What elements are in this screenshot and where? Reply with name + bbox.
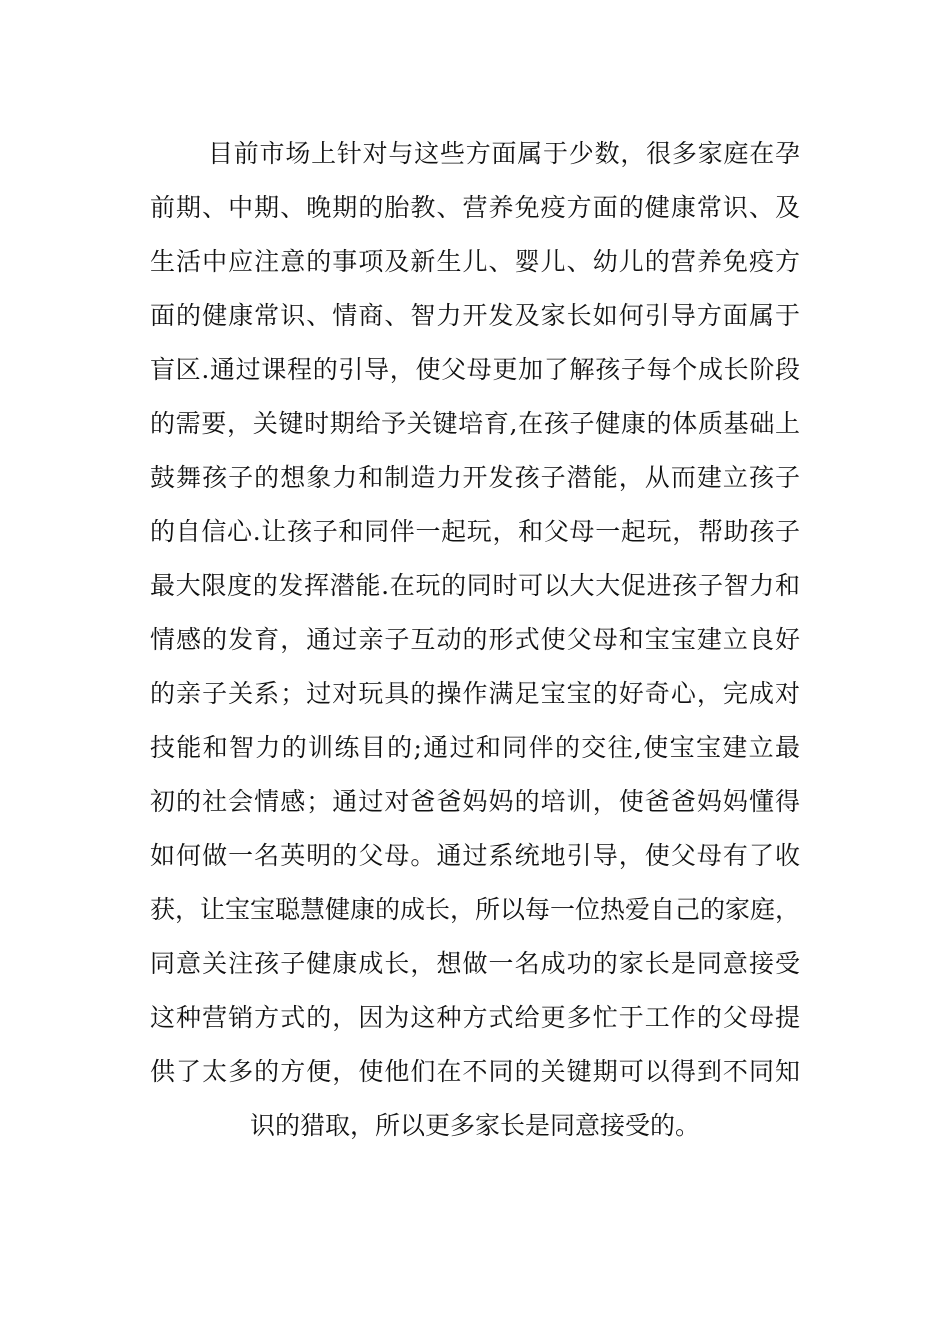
paragraph-line: 这种营销方式的，因为这种方式给更多忙于工作的父母提: [150, 1003, 800, 1032]
paragraph-line: 的亲子关系；过对玩具的操作满足宝宝的好奇心，完成对: [150, 679, 800, 708]
paragraph-line: 鼓舞孩子的想象力和制造力开发孩子潜能，从而建立孩子: [150, 463, 800, 492]
paragraph-line: 盲区.通过课程的引导，使父母更加了解孩子每个成长阶段: [150, 355, 800, 384]
paragraph-line: 如何做一名英明的父母。通过系统地引导，使父母有了收: [150, 841, 800, 870]
paragraph-line: 的需要，关键时期给予关键培育,在孩子健康的体质基础上: [150, 409, 800, 438]
paragraph-line: 识的猎取，所以更多家长是同意接受的。: [249, 1111, 700, 1140]
body-paragraph: [150, 127, 800, 1153]
paragraph-line: 同意关注孩子健康成长，想做一名成功的家长是同意接受: [150, 949, 800, 978]
paragraph-line: 情感的发育，通过亲子互动的形式使父母和宝宝建立良好: [150, 625, 800, 654]
paragraph-line: 面的健康常识、情商、智力开发及家长如何引导方面属于: [150, 301, 800, 330]
paragraph-line: 最大限度的发挥潜能.在玩的同时可以大大促进孩子智力和: [150, 571, 800, 600]
paragraph-line: 供了太多的方便，使他们在不同的关键期可以得到不同知: [150, 1057, 800, 1086]
paragraph-line: 技能和智力的训练目的;通过和同伴的交往,使宝宝建立最: [150, 733, 800, 762]
paragraph-line: 前期、中期、晚期的胎教、营养免疫方面的健康常识、及: [150, 193, 800, 222]
paragraph-line: 目前市场上针对与这些方面属于少数，很多家庭在孕: [208, 139, 800, 168]
paragraph-line: 生活中应注意的事项及新生儿、婴儿、幼儿的营养免疫方: [150, 247, 800, 276]
paragraph-line: 获，让宝宝聪慧健康的成长，所以每一位热爱自己的家庭，: [150, 895, 800, 924]
paragraph-line: 初的社会情感；通过对爸爸妈妈的培训，使爸爸妈妈懂得: [150, 787, 800, 816]
paragraph-line: 的自信心.让孩子和同伴一起玩，和父母一起玩，帮助孩子: [150, 517, 800, 546]
